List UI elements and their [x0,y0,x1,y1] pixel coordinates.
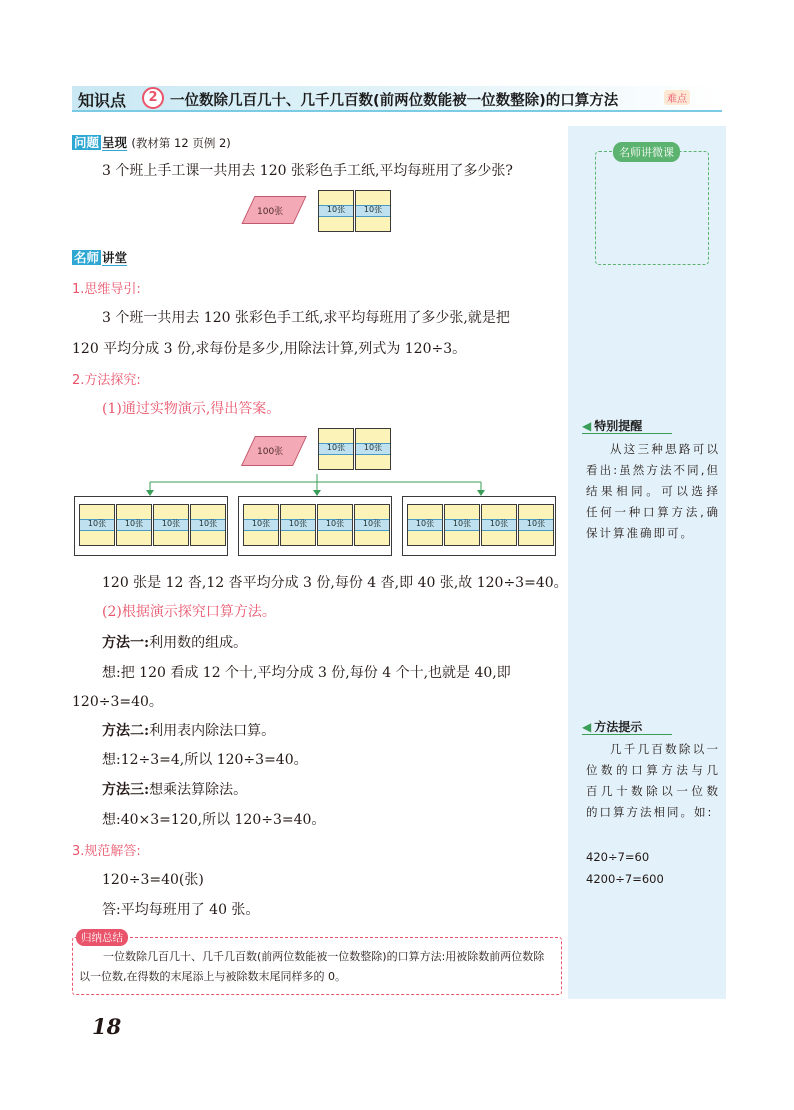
demo-result: 120 张是 12 沓,12 沓平均分成 3 份,每份 4 沓,即 40 张,故 120÷3=40。 [102,575,568,591]
method1-think-line1: 想:把 120 看成 12 个十,平均分成 3 份,每份 4 个十,也就是 40,即 [102,665,511,681]
paper-stack-label: 100张 [257,447,284,457]
paper-bundle-card: 10张 [116,504,152,546]
paper-bundle-card: 10张 [355,428,391,470]
summary-box [72,932,562,995]
paper-bundle-card: 10张 [79,504,115,546]
paper-bundle-card: 10张 [317,504,353,546]
left-arrow-icon: ◀ [582,419,592,433]
solution-equation: 120÷3=40(张) [102,872,204,888]
micro-lesson-tag: 名师讲微课 [613,142,680,162]
paper-bundle-card: 10张 [355,190,391,232]
paper-stack-label: 100张 [257,207,284,217]
knowledge-point-title: 一位数除几百几十、几千几百数(前两位数能被一位数整除)的口算方法 [170,93,619,109]
step2-sub2: (2)根据演示探究口算方法。 [102,604,276,620]
page-number: 18 [92,1014,122,1039]
special-reminder-label: ◀ 特别提醒 [582,417,672,434]
left-arrow-icon: ◀ [582,720,592,734]
paper-bundle-card: 10张 [444,504,480,546]
special-reminder-text: 从这三种思路可以看出:虽然方法不同,但结果相同。可以选择任何一种口算方法,确保计算准确即可。 [586,442,720,540]
step2-sub1: (1)通过实物演示,得出答案。 [102,401,281,417]
difficulty-tag: 难点 [664,90,690,105]
step3-heading: 3.规范解答: [72,844,141,859]
paper-bundle-card: 10张 [354,504,390,546]
lecture-section-label: 名师 讲堂 [74,250,128,265]
method-tip-example-2: 4200÷7=600 [586,872,664,886]
paper-bundle-card: 10张 [481,504,517,546]
paper-bundle-card: 10张 [318,190,354,232]
method1: 方法一:利用数的组成。 [102,635,248,651]
step1-heading: 1.思维导引: [72,282,141,297]
paper-bundle-card: 10张 [318,428,354,470]
method-tip-label: ◀ 方法提示 [582,718,672,735]
summary-tag: 归纳总结 [76,929,128,946]
textbook-reference: (教材第 12 页例 2) [131,136,231,150]
solution-answer: 答:平均每班用了 40 张。 [102,902,260,918]
method3: 方法三:想乘法算除法。 [102,782,248,798]
step1-line2: 120 平均分成 3 份,求每份是多少,用除法计算,列式为 120÷3。 [72,341,467,357]
problem-text: 3 个班上手工课一共用去 120 张彩色手工纸,平均每班用了多少张? [102,163,513,179]
problem-section-label: 问题 呈现 (教材第 12 页例 2) [74,135,231,150]
method-tip-text: 几千几百数除以一位数的口算方法与几百几十数除以一位数的口算方法相同。如: [586,742,720,819]
summary-text: 一位数除几百几十、几千几百数(前两位数能被一位数整除)的口算方法:用被除数前两位数除以一位数,在得数的末尾添上与被除数末尾同样多的 0。 [79,950,545,983]
paper-bundle-card: 10张 [407,504,443,546]
paper-bundle-card: 10张 [518,504,554,546]
method2-think: 想:12÷3=4,所以 120÷3=40。 [102,752,308,768]
method2: 方法二:利用表内除法口算。 [102,723,276,739]
paper-bundle-card: 10张 [190,504,226,546]
knowledge-point-label: 知识点 [78,91,127,110]
step1-line1: 3 个班一共用去 120 张彩色手工纸,求平均每班用了多少张,就是把 [102,310,510,326]
method3-think: 想:40×3=120,所以 120÷3=40。 [102,812,326,828]
paper-bundle-card: 10张 [280,504,316,546]
knowledge-point-number: 2 [142,87,164,109]
step2-heading: 2.方法探究: [72,373,141,388]
paper-bundle-card: 10张 [153,504,189,546]
paper-bundle-card: 10张 [243,504,279,546]
method1-think-line2: 120÷3=40。 [72,694,163,710]
method-tip-example-1: 420÷7=60 [586,850,650,864]
